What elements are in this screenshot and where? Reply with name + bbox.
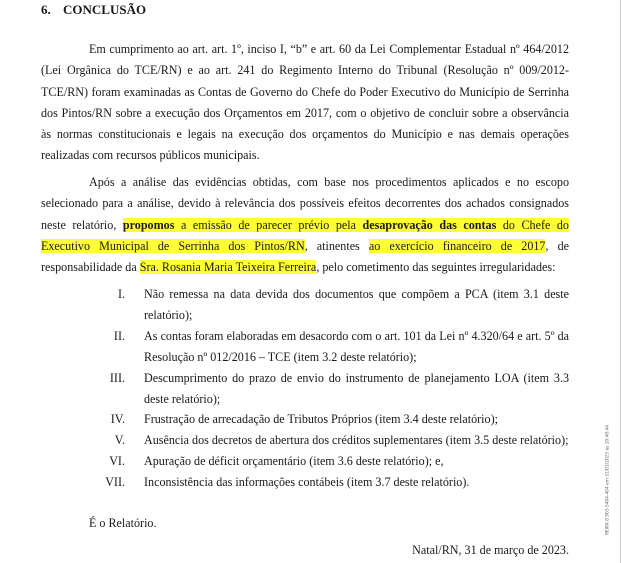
list-item-numeral: IV.	[110, 412, 125, 426]
disapproval-text: desaprovação das contas	[362, 217, 497, 232]
section-title: CONCLUSÃO	[63, 2, 147, 17]
margin-stamp-text: REIRA 8.903-5404-404 em 31/03/2023 às 10:48:44	[605, 425, 611, 535]
paragraph-conclusion: Após a análise das evidências obtidas, com base nos procedimentos aplicados e no escopo selecionado para a análise, devido à relevância dos possíveis efeitos decorrentes dos achados consignados neste relatório, propomos a emissão de parecer prévio pela desaprovação das contas do Chefe do Executivo Municipal de Serrinha dos Pintos/RN, atinentes ao exercício financeiro de 2017, de responsabilidade da Sra. Rosania Maria Teixeira Ferreira, pelo cometimento das seguintes irregularidades:	[41, 175, 569, 275]
paragraph-legal-basis: Em cumprimento ao art. art. 1º, inciso I, “b” e art. 60 da Lei Complementar Estadual nº 464/2012 (Lei Orgânica do TCE/RN) e ao art. 241 do Regimento Interno do Tribunal (Resolução nº 009/2012-TCE/RN) foram examinadas as Contas de Governo do Chefe do Poder Executivo do Município de Serrinha dos Pintos/RN sobre a execução dos Orçamentos em 2017, com o objetivo de concluir sobre a observância às normas constitucionais e legais na execução dos orçamentos do Município e nas demais operações realizadas com recursos públicos municipais.	[41, 42, 569, 163]
list-item	[41, 326, 569, 368]
signature-date: Natal/RN, 31 de março de 2023.	[412, 543, 569, 557]
list-item	[41, 472, 569, 493]
list-item-numeral: III.	[109, 371, 125, 385]
list-item	[41, 451, 569, 472]
closing-statement: É o Relatório.	[89, 516, 157, 530]
list-item-text: Apuração de déficit orçamentário (item 3.6 deste relatório); e,	[144, 454, 444, 468]
highlight-proposal: propomos a emissão de parecer prévio pela desaprovação das contas do Chefe do Executivo Municipal de Serrinha dos Pintos/RN	[41, 217, 569, 253]
section-number: 6.	[41, 2, 51, 17]
highlight-fiscal-year: ao exercício financeiro de 2017	[368, 238, 546, 253]
list-item-text: Ausência dos decretos de abertura dos créditos suplementares (item 3.5 deste relatório);	[144, 433, 569, 447]
list-item	[41, 430, 569, 451]
conclusion-intro: Após a análise das evidências obtidas, com base nos procedimentos aplicados e no escopo selecionado para a análise, devido à relevância dos possíveis efeitos decorrentes dos achados consignados neste relatório,	[41, 175, 569, 232]
irregularities-list	[41, 284, 569, 493]
list-item-numeral: V.	[114, 433, 125, 447]
list-item-text: As contas foram elaboradas em desacordo com o art. 101 da Lei nº 4.320/64 e art. 5º da Resolução nº 012/2016 – TCE (item 3.2 deste relatório);	[144, 329, 569, 364]
highlight-responsible-name: Sra. Rosania Maria Teixeira Ferreira	[139, 260, 317, 275]
list-item	[41, 284, 569, 326]
list-item-text: Descumprimento do prazo de envio do instrumento de planejamento LOA (item 3.3 deste relatório);	[144, 371, 569, 406]
section-heading	[41, 2, 146, 18]
proposal-verb: propomos	[122, 217, 175, 232]
list-item	[41, 368, 569, 409]
list-item-text: Frustração de arrecadação de Tributos Próprios (item 3.4 deste relatório);	[144, 412, 498, 426]
list-item-numeral: I.	[117, 287, 125, 301]
list-item-numeral: VII.	[105, 475, 125, 489]
list-item-text: Não remessa na data devida dos documentos que compõem a PCA (item 3.1 deste relatório);	[144, 287, 569, 322]
list-item-numeral: VI.	[109, 454, 125, 468]
list-item	[41, 409, 569, 430]
margin-stamp	[601, 400, 615, 560]
chief-executive-text: do Chefe do Executivo Municipal de Serrinha dos Pintos/RN	[41, 217, 569, 253]
list-item-text: Inconsistência das informações contábeis (item 3.7 deste relatório).	[144, 475, 470, 489]
list-item-numeral: II.	[113, 329, 125, 343]
